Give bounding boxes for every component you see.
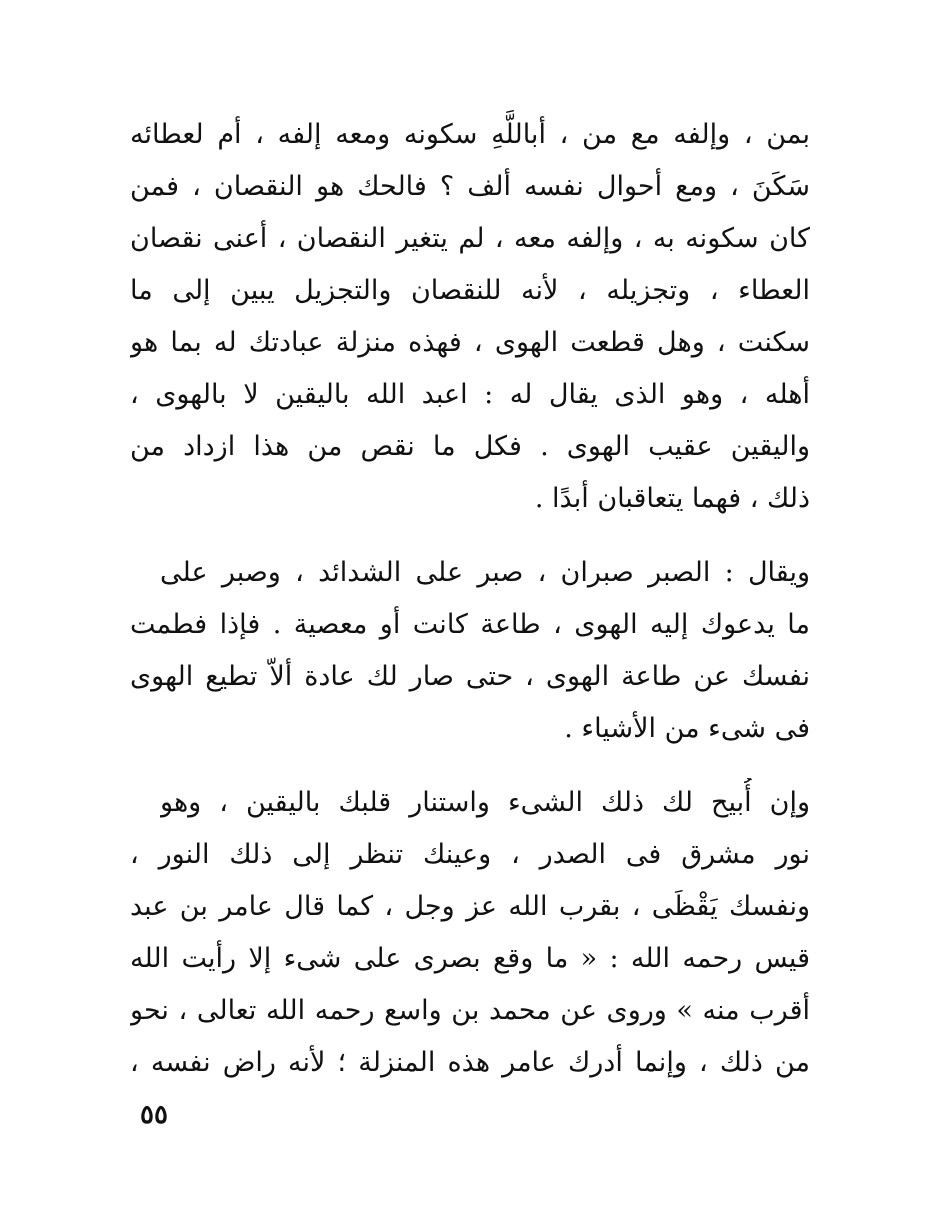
text-line: ويقال : الصبر صبران ، صبر على الشدائد ، وصبر على (160, 557, 810, 588)
text-line: من ذلك ، وإنما أدرك عامر هذه المنزلة ؛ لأنه راض نفسه ، (130, 1047, 810, 1078)
text-line: أقرب منه » وروى عن محمد بن واسع رحمه الله تعالى ، نحو (130, 995, 810, 1026)
text-line: العطاء ، وتجزيله ، لأنه للنقصان والتجزيل يبين إلى ما (130, 275, 810, 306)
text-line: سكنت ، وهل قطعت الهوى ، فهذه منزلة عبادتك له بما هو (130, 327, 810, 358)
text-line: قيس رحمه الله : « ما وقع بصرى على شىء إلا رأيت الله (130, 943, 810, 974)
text-line: أهله ، وهو الذى يقال له : اعبد الله باليقين لا بالهوى ، (130, 379, 810, 410)
text-line: ونفسك يَقْظَى ، بقرب الله عز وجل ، كما قال عامر بن عبد (130, 891, 810, 922)
text-line: بمن ، وإلفه مع من ، أباللَّهِ سكونه ومعه إلفه ، أم لعطائه (130, 119, 810, 150)
text-line: ذلك ، فهما يتعاقبان أبدًا . (534, 483, 810, 514)
text-line: واليقين عقيب الهوى . فكل ما نقص من هذا ازداد من (130, 431, 810, 462)
text-line: كان سكونه به ، وإلفه معه ، لم يتغير النقصان ، أعنى نقصان (130, 223, 810, 254)
text-line: وإن أُبيح لك ذلك الشىء واستنار قلبك باليقين ، وهو (160, 787, 810, 818)
text-line: ما يدعوك إليه الهوى ، طاعة كانت أو معصية . فإذا فطمت (130, 609, 810, 640)
text-line: نور مشرق فى الصدر ، وعينك تنظر إلى ذلك النور ، (130, 839, 810, 870)
text-line: سَكَنَ ، ومع أحوال نفسه ألف ؟ فالحك هو النقصان ، فمن (130, 171, 810, 202)
text-line: فى شىء من الأشياء . (564, 713, 810, 744)
page-number: ٥٥ (140, 1100, 168, 1130)
text-line: نفسك عن طاعة الهوى ، حتى صار لك عادة ألاّ تطيع الهوى (130, 661, 810, 692)
